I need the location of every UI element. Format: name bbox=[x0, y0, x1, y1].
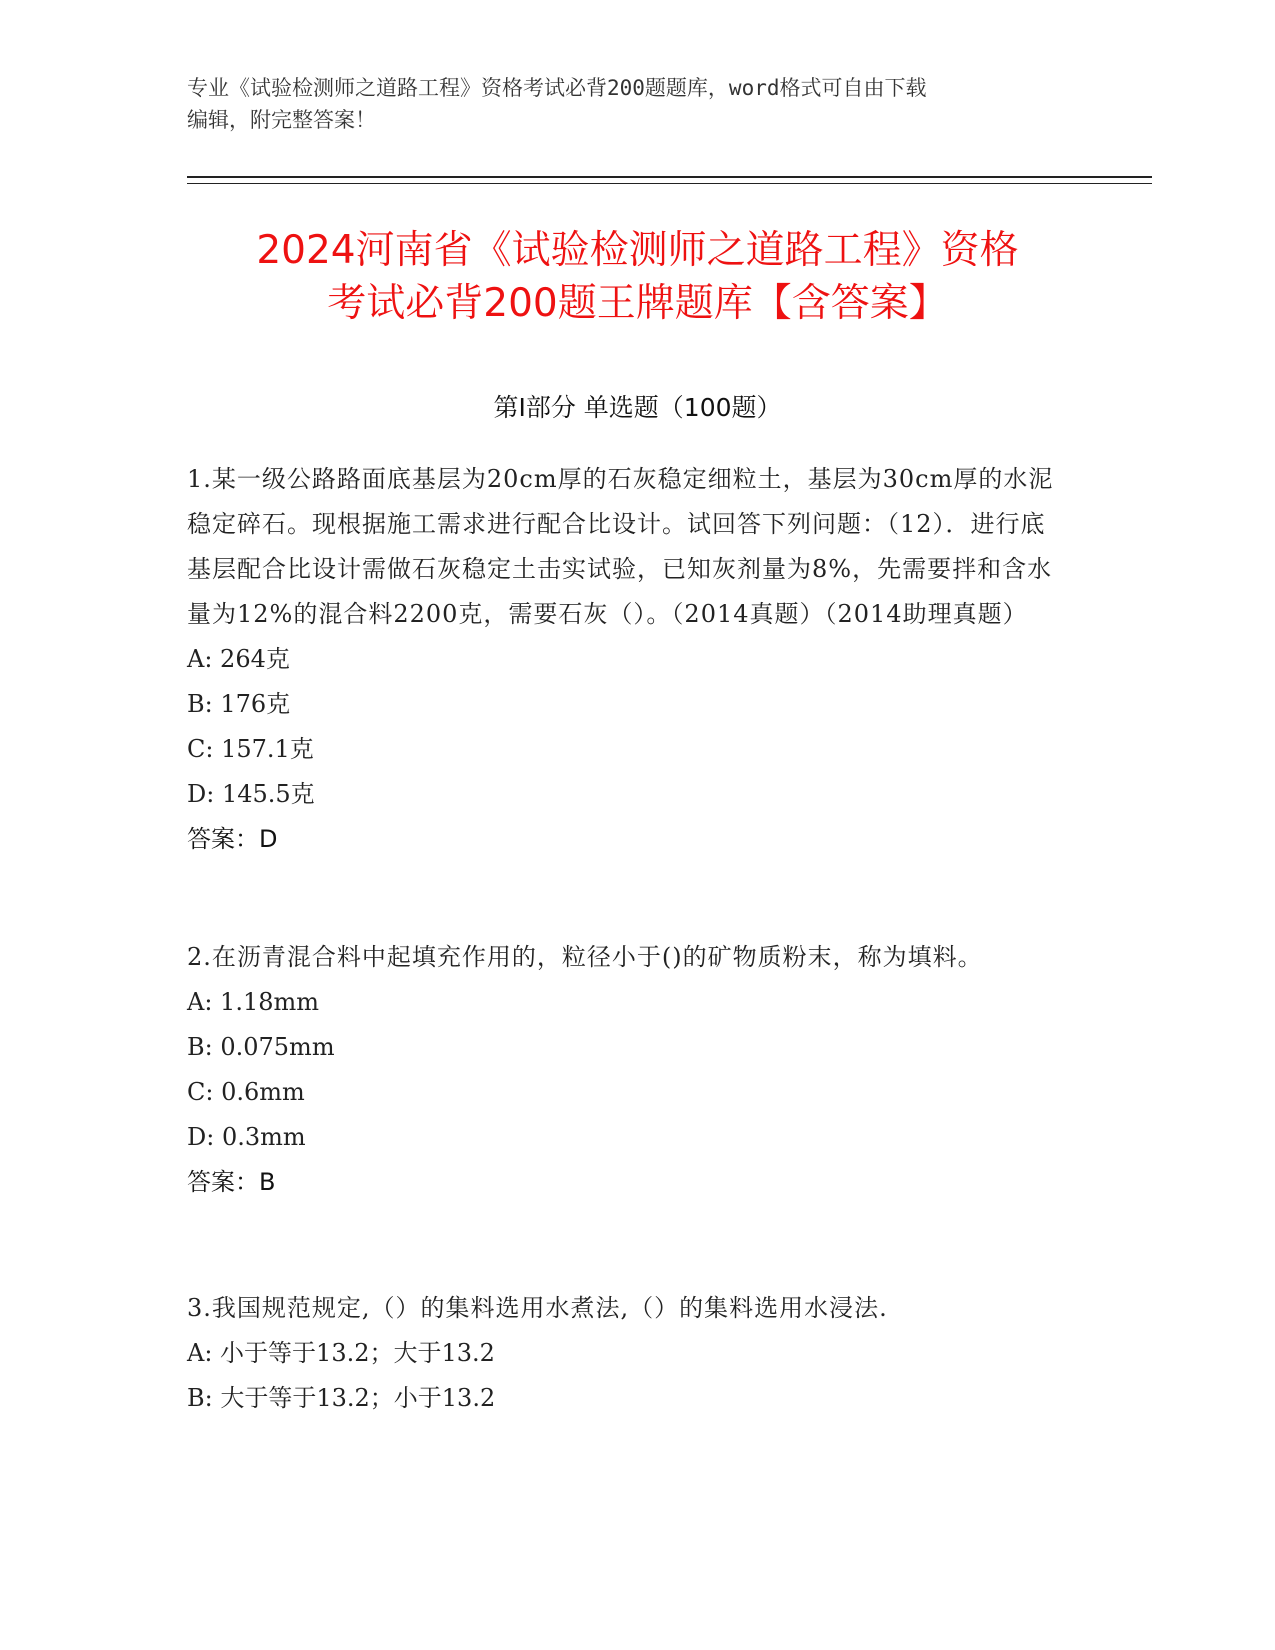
title-line-1: 2024河南省《试验检测师之道路工程》资格 bbox=[256, 228, 1019, 273]
header-rule-thick bbox=[187, 176, 1152, 178]
section-heading: 第Ⅰ部分 单选题（100题） bbox=[493, 393, 782, 422]
option-d: D: 145.5克 bbox=[187, 780, 315, 808]
answer: 答案：D bbox=[187, 825, 278, 853]
option-a: A: 1.18mm bbox=[187, 988, 319, 1016]
header-rule-thin bbox=[187, 183, 1152, 184]
option-a: A: 小于等于13.2；大于13.2 bbox=[187, 1339, 495, 1367]
header-line-1: 专业《试验检测师之道路工程》资格考试必背200题题库，word格式可自由下载 bbox=[187, 76, 927, 100]
title-line-2: 考试必背200题王牌题库【含答案】 bbox=[327, 281, 948, 326]
option-b: B: 大于等于13.2；小于13.2 bbox=[187, 1384, 496, 1412]
question-2 bbox=[187, 935, 1057, 1205]
header-line-2: 编辑，附完整答案！ bbox=[187, 108, 376, 132]
option-b: B: 0.075mm bbox=[187, 1033, 335, 1061]
option-b: B: 176克 bbox=[187, 690, 291, 718]
option-c: C: 0.6mm bbox=[187, 1078, 305, 1106]
option-d: D: 0.3mm bbox=[187, 1123, 306, 1151]
question-stem: 3.我国规范规定,（）的集料选用水煮法,（）的集料选用水浸法. bbox=[187, 1294, 888, 1322]
answer: 答案：B bbox=[187, 1168, 276, 1196]
question-stem: 2.在沥青混合料中起填充作用的，粒径小于()的矿物质粉末，称为填料。 bbox=[187, 943, 983, 971]
document-title bbox=[160, 224, 1115, 330]
option-c: C: 157.1克 bbox=[187, 735, 314, 763]
question-1 bbox=[187, 457, 1057, 862]
option-a: A: 264克 bbox=[187, 645, 290, 673]
question-3 bbox=[187, 1286, 1057, 1421]
document-header bbox=[187, 72, 1067, 136]
question-stem: 1.某一级公路路面底基层为20cm厚的石灰稳定细粒土，基层为30cm厚的水泥稳定碎石。现根据施工需求进行配合比设计。试回答下列问题：（12）．进行底基层配合比设计需做石灰稳定土击实试验，已知灰剂量为8%，先需要拌和含水量为12%的混合料2200克，需要石灰（）。（2014真题）（2014助理真题） bbox=[187, 465, 1054, 628]
